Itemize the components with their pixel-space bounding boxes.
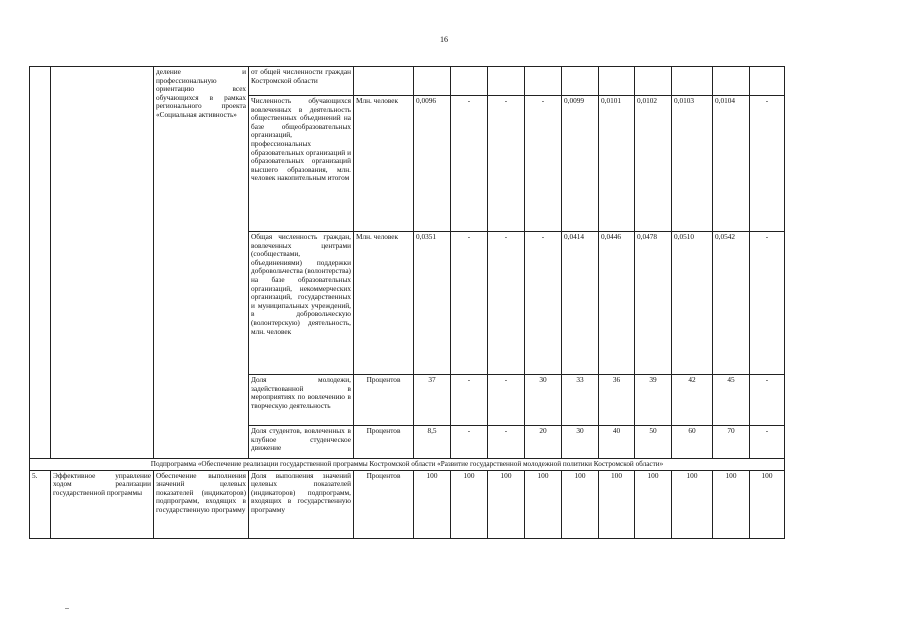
value-cell: 100: [451, 470, 488, 538]
value-cell: 39: [635, 375, 672, 426]
value-cell: 100: [599, 470, 635, 538]
unit-cell: Процентов: [354, 375, 414, 426]
indicators-table: [29, 66, 785, 539]
task-cell: Обеспечение выполнения значений целевых показателей (индикаторов) подпрограмм, входящих в государственную программу: [154, 470, 249, 538]
value-cell: [599, 67, 635, 96]
value-cell: 0,0478: [635, 232, 672, 375]
value-cell: [713, 67, 750, 96]
indicator-cell: от общей численности граждан Костромской области: [249, 67, 354, 96]
value-cell: -: [451, 426, 488, 459]
unit-cell: Процентов: [354, 426, 414, 459]
indicator-cell: Численность обучающихся вовлеченных в деятельность общественных объединений на базе общеобразовательных организаций, профессиональных образовательных организаций и образовательных организаций высшего образования, млн. человек накопительным итогом: [249, 96, 354, 232]
task-cell: деление и профессиональную ориентацию всех обучающихся в рамках регионального проекта «Социальная активность»: [154, 67, 249, 459]
unit-cell: Процентов: [354, 470, 414, 538]
unit-cell: [354, 67, 414, 96]
value-cell: 100: [414, 470, 451, 538]
value-cell: -: [488, 375, 525, 426]
value-cell: 0,0102: [635, 96, 672, 232]
value-cell: 30: [525, 375, 562, 426]
value-cell: [488, 67, 525, 96]
value-cell: 0,0414: [562, 232, 599, 375]
value-cell: [451, 67, 488, 96]
value-cell: 8,5: [414, 426, 451, 459]
value-cell: 100: [525, 470, 562, 538]
value-cell: 20: [525, 426, 562, 459]
value-cell: 100: [672, 470, 713, 538]
value-cell: 0,0096: [414, 96, 451, 232]
value-cell: -: [451, 375, 488, 426]
scan-mark: [65, 608, 69, 609]
value-cell: 40: [599, 426, 635, 459]
value-cell: -: [750, 375, 785, 426]
row-number-cell: [30, 67, 51, 459]
row-number-cell: 5.: [30, 470, 51, 538]
value-cell: 36: [599, 375, 635, 426]
value-cell: 0,0446: [599, 232, 635, 375]
value-cell: -: [488, 232, 525, 375]
indicator-cell: Доля молодежи, задействованной в мероприятиях по вовлечению в творческую деятельность: [249, 375, 354, 426]
value-cell: 60: [672, 426, 713, 459]
table-row: [30, 67, 785, 96]
value-cell: 37: [414, 375, 451, 426]
value-cell: -: [451, 232, 488, 375]
value-cell: -: [451, 96, 488, 232]
unit-cell: Млн. человек: [354, 232, 414, 375]
value-cell: -: [750, 426, 785, 459]
value-cell: -: [525, 232, 562, 375]
subprogram-row: [30, 459, 785, 471]
value-cell: 100: [488, 470, 525, 538]
page-number: 16: [440, 35, 448, 44]
subprogram-title: Подпрограмма «Обеспечение реализации государственной программы Костромской области «Развитие государственной молодежной политики Костромской области»: [30, 459, 785, 471]
indicator-cell: Доля выполнения значений целевых показателей (индикаторов) подпрограмм, входящих в государственную программу: [249, 470, 354, 538]
indicator-cell: Общая численность граждан, вовлеченных центрами (сообществами, объединениями) поддержки добровольчества (волонтерства) на базе образовательных организаций, некоммерческих организаций, государственных и муниципальных учреждений, в добровольческую (волонтерскую) деятельность, млн. человек: [249, 232, 354, 375]
value-cell: [525, 67, 562, 96]
value-cell: 100: [562, 470, 599, 538]
table-row: [30, 470, 785, 538]
value-cell: 0,0510: [672, 232, 713, 375]
value-cell: 0,0103: [672, 96, 713, 232]
value-cell: 70: [713, 426, 750, 459]
value-cell: 45: [713, 375, 750, 426]
value-cell: 0,0104: [713, 96, 750, 232]
value-cell: [414, 67, 451, 96]
value-cell: [672, 67, 713, 96]
value-cell: -: [750, 232, 785, 375]
value-cell: 100: [750, 470, 785, 538]
value-cell: -: [488, 96, 525, 232]
value-cell: -: [488, 426, 525, 459]
value-cell: 0,0351: [414, 232, 451, 375]
value-cell: -: [750, 96, 785, 232]
value-cell: [562, 67, 599, 96]
goal-cell: Эффективное управление ходом реализации государственной программы: [51, 470, 154, 538]
value-cell: 33: [562, 375, 599, 426]
value-cell: [635, 67, 672, 96]
indicator-cell: Доля студентов, вовлеченных в клубное студенческое движение: [249, 426, 354, 459]
value-cell: 0,0101: [599, 96, 635, 232]
value-cell: -: [525, 96, 562, 232]
unit-cell: Млн. человек: [354, 96, 414, 232]
value-cell: 0,0542: [713, 232, 750, 375]
value-cell: 0,0099: [562, 96, 599, 232]
value-cell: [750, 67, 785, 96]
value-cell: 100: [713, 470, 750, 538]
goal-cell: [51, 67, 154, 459]
value-cell: 100: [635, 470, 672, 538]
value-cell: 30: [562, 426, 599, 459]
value-cell: 50: [635, 426, 672, 459]
value-cell: 42: [672, 375, 713, 426]
